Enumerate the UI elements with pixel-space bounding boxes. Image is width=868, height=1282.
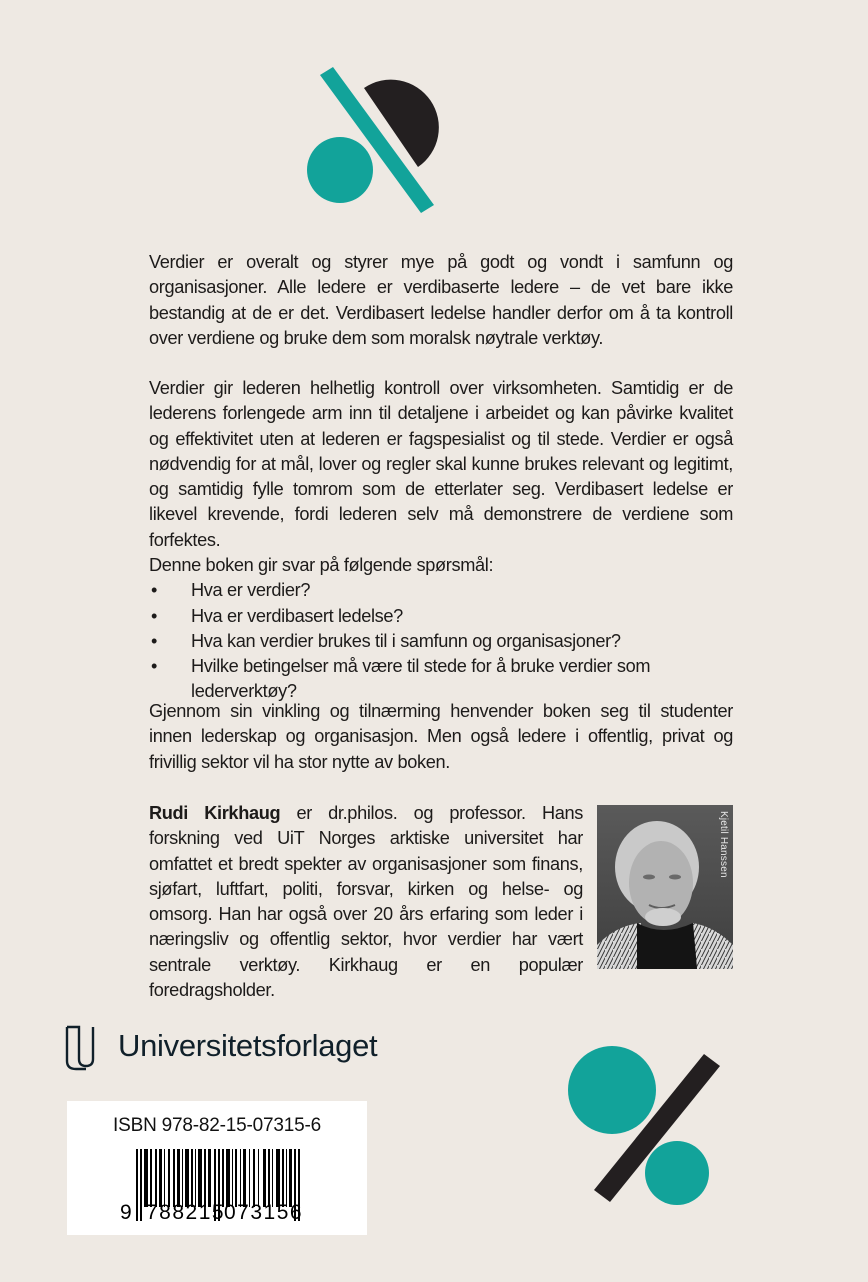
description-paragraph-2 bbox=[149, 376, 733, 553]
bullet-icon: • bbox=[151, 656, 158, 677]
author-name: Rudi Kirkhaug bbox=[149, 803, 281, 823]
list-item: • Hva er verdier? bbox=[149, 578, 733, 603]
publisher-name: Universitetsforlaget bbox=[118, 1028, 378, 1063]
bullet-icon: • bbox=[151, 605, 158, 626]
paragraph-text: Gjennom sin vinkling og tilnærming henvender boken seg til studenter innen lederskap og organisasjon. Men også ledere i offentlig, privat og frivillig sektor vil ha stor nytte av boken. bbox=[149, 701, 733, 772]
isbn-barcode bbox=[67, 1101, 367, 1235]
barcode-digits-left: 788215 bbox=[146, 1201, 226, 1224]
list-item: • Hvilke betingelser må være til stede for å bruke verdier som lederverktøy? bbox=[151, 656, 651, 702]
paragraph-text: Verdier er overalt og styrer mye på godt og vondt i samfunn og organisasjoner. Alle ledere er verdibaserte ledere – de vet bare ikke bestandig at de er det. Verdibasert ledelse handler derfor om å ta kontroll over verdiene og bruke dem som moralsk nøytrale verktøy. bbox=[149, 252, 733, 348]
description-paragraph-1 bbox=[149, 250, 733, 351]
percent-logo-icon bbox=[550, 1030, 750, 1210]
list-item: • Hva kan verdier brukes til i samfunn og organisasjoner? bbox=[149, 629, 733, 654]
author-photo bbox=[597, 805, 733, 969]
photo-credit: Kjetil Hanssen bbox=[718, 811, 729, 878]
questions-section bbox=[149, 553, 733, 705]
audience-paragraph bbox=[149, 699, 733, 775]
bullet-icon: • bbox=[151, 580, 158, 601]
geometric-logo-icon bbox=[290, 60, 450, 220]
author-bio-text: er dr.philos. og professor. Hans forskning ved UiT Norges arktiske universitet har omfattet et bredt spekter av organisasjoner som finans, sjøfart, luftfart, politi, forsvar, kirken og helse- og omsorg. Han har også over 20 års erfaring som leder i næringsliv og offentlig sektor, hvor verdier har vært sentrale verktøy. Kirkhaug er en populær foredragsholder. bbox=[149, 803, 584, 1001]
bullet-icon: • bbox=[151, 630, 158, 651]
barcode-digit-first: 9 bbox=[120, 1201, 132, 1224]
universitetsforlaget-logo-icon bbox=[64, 1025, 98, 1071]
questions-list bbox=[149, 578, 733, 704]
questions-intro: Denne boken gir svar på følgende spørsmål: bbox=[149, 555, 494, 575]
portrait-icon bbox=[597, 805, 733, 969]
list-item: • Hva er verdibasert ledelse? bbox=[149, 604, 733, 629]
author-bio bbox=[149, 801, 583, 1003]
paragraph-text: Verdier gir lederen helhetlig kontroll over virksomheten. Samtidig er de lederens forlengede arm inn til detaljene i arbeidet og kan påvirke kvalitet og effektivitet uten at lederen er fagspesialist og til stede. Verdier er også nødvendig for at mål, lover og regler skal kunne brukes relevant og legitimt, og samtidig fylle tomrom som de etterlater seg. Verdibasert ledelse er likevel krevende, fordi lederen selv må demonstrere de verdiene som forfektes. bbox=[149, 378, 733, 550]
isbn-label: ISBN 978-82-15-07315-6 bbox=[113, 1115, 321, 1136]
barcode-digits-right: 073156 bbox=[224, 1201, 304, 1224]
